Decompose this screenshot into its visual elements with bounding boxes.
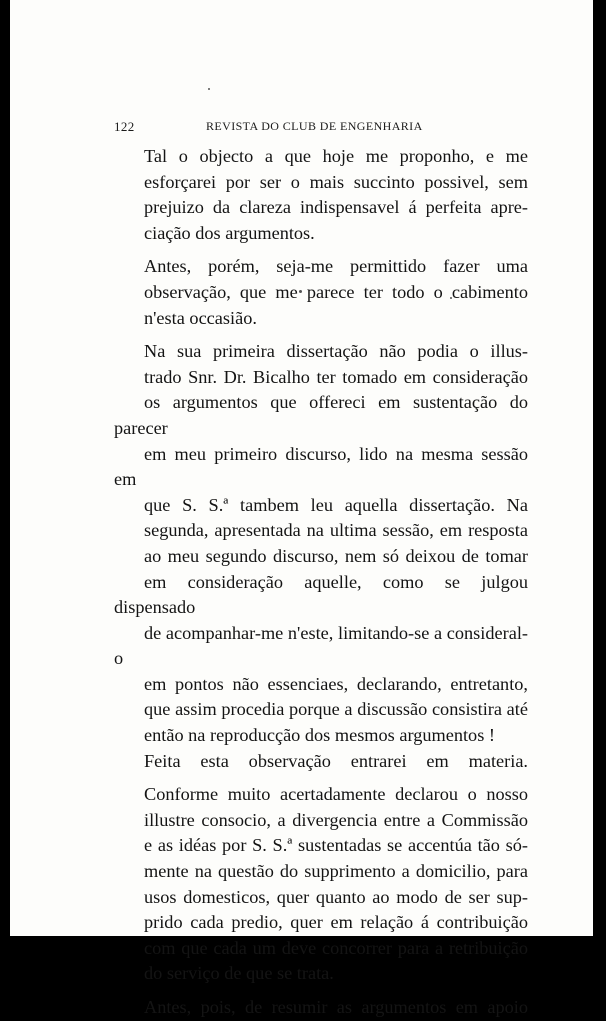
body-text xyxy=(114,144,528,1021)
paragraph xyxy=(114,339,528,749)
paragraph xyxy=(114,995,528,1021)
text-line: usos domesticos, quer quanto ao modo de ser sup- xyxy=(144,886,528,907)
paragraph xyxy=(114,144,528,246)
text-line: mente na questão do supprimento a domicilio, para xyxy=(144,861,528,882)
text-line: Antes, pois, de resumir as argumentos em apoio xyxy=(144,997,528,1017)
text-line: Feita esta observação entrarei em materia. xyxy=(144,750,528,771)
text-line: Na sua primeira dissertação não podia o illus- xyxy=(144,341,528,362)
text-line: em consideração aquelle, como se julgou dispensado xyxy=(114,571,528,618)
text-line: que assim procedia porque a discussão consistira até xyxy=(144,699,528,720)
text-line: segunda, apresentada na ultima sessão, em resposta xyxy=(144,520,528,541)
text-line: Antes, porém, seja-me permittido fazer uma xyxy=(144,256,528,277)
ink-speck xyxy=(208,88,210,90)
text-line: observação, que me parece ter todo o cabimento xyxy=(144,281,528,302)
text-line: e as idéas por S. S.ª sustentadas se accentúa tão só- xyxy=(144,835,528,856)
text-line: ao meu segundo discurso, nem só deixou de tomar xyxy=(144,545,528,566)
text-line: em meu primeiro discurso, lido na mesma sessão em xyxy=(114,443,528,490)
running-title: REVISTA DO CLUB DE ENGENHARIA xyxy=(206,119,423,133)
text-line: n'esta occasião. xyxy=(144,307,257,328)
text-line: que S. S.ª tambem leu aquella dissertação. Na xyxy=(144,494,528,515)
book-page xyxy=(10,0,593,1017)
text-line: com que cada um deve concorrer para a retribuição xyxy=(144,937,528,958)
page-header xyxy=(114,119,528,135)
text-line: ciação dos argumentos. xyxy=(144,222,315,243)
text-line: então na reproducção dos mesmos argumentos ! xyxy=(144,725,495,746)
text-line: prejuizo da clareza indispensavel á perfeita apre- xyxy=(144,197,528,218)
text-line: do serviço de que se trata. xyxy=(144,963,334,984)
text-line: trado Snr. Dr. Bicalho ter tomado em consideração xyxy=(144,366,528,387)
paragraph xyxy=(114,782,528,987)
text-line: de acompanhar-me n'este, limitando-se a consideral-o xyxy=(114,622,528,669)
text-line: Tal o objecto a que hoje me proponho, e me xyxy=(144,146,528,166)
text-line: em pontos não essenciaes, declarando, entretanto, xyxy=(144,673,528,694)
text-line: illustre consocio, a divergencia entre a Commissão xyxy=(144,809,528,830)
text-line: esforçarei por ser o mais succinto possivel, sem xyxy=(144,171,528,192)
paragraph xyxy=(114,254,528,331)
text-line: prido cada predio, quer em relação á contribuição xyxy=(144,912,528,933)
text-line: os argumentos que offereci em sustentação do parecer xyxy=(114,392,528,438)
page-number: 122 xyxy=(114,119,135,134)
paragraph xyxy=(114,749,528,775)
text-line: Conforme muito acertadamente declarou o nosso xyxy=(144,784,528,805)
